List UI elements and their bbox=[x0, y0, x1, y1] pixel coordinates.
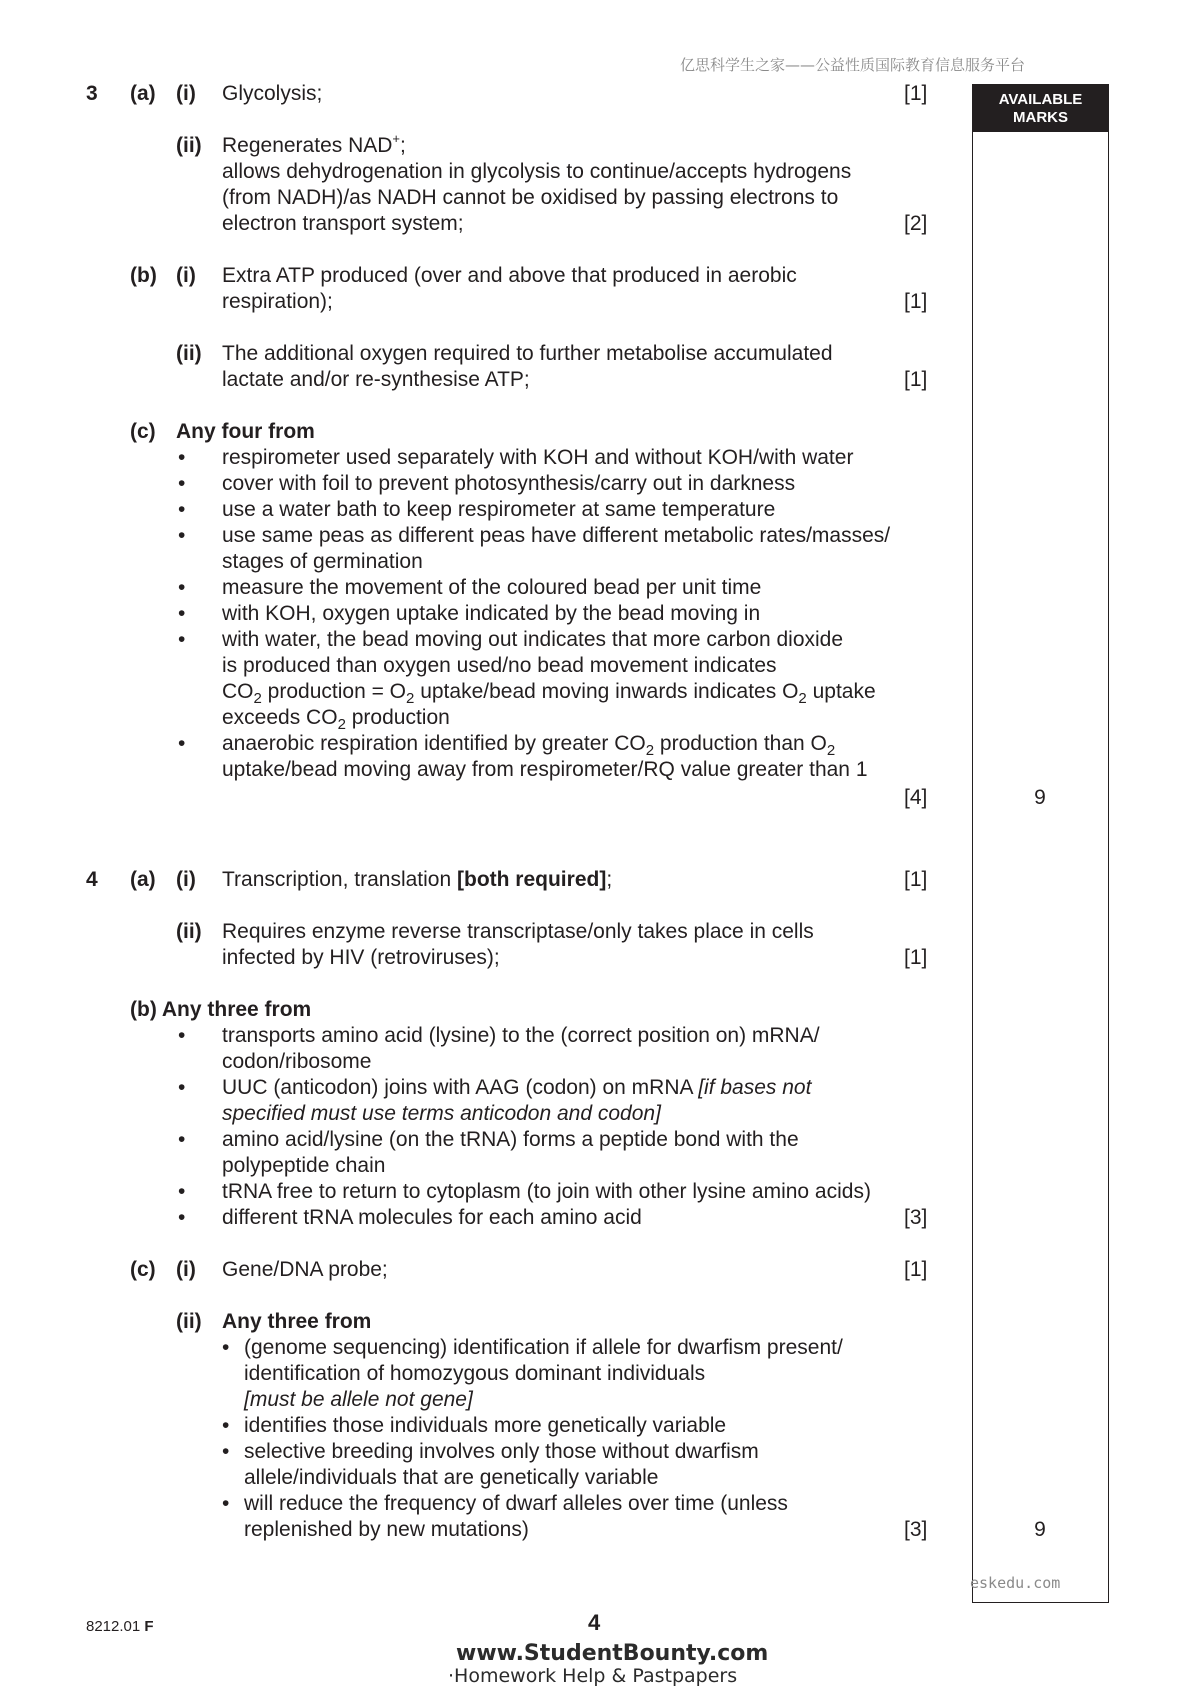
bullet-text: use a water bath to keep respirometer at same temperature bbox=[222, 498, 776, 521]
section-heading: Any four from bbox=[176, 420, 315, 443]
subpart-label: (i) bbox=[176, 868, 196, 891]
answer-text: Glycolysis; bbox=[222, 82, 323, 105]
bullet-text: cover with foil to prevent photosynthesis/carry out in darkness bbox=[222, 472, 796, 495]
watermark-header: 亿思科学生之家——公益性质国际教育信息服务平台 bbox=[680, 56, 1026, 74]
section-heading: (b) Any three from bbox=[130, 998, 312, 1021]
bullet-text: [must be allele not gene] bbox=[244, 1388, 473, 1411]
mark-allocation: [3] bbox=[904, 1206, 928, 1229]
bullet-text: different tRNA molecules for each amino acid bbox=[222, 1206, 642, 1229]
bullet-text: transports amino acid (lysine) to the (correct position on) mRNA/ bbox=[222, 1024, 820, 1047]
site-watermark: www.StudentBounty.com bbox=[456, 1641, 769, 1666]
bullet-text: with KOH, oxygen uptake indicated by the bead moving in bbox=[222, 602, 761, 625]
bullet-text: (genome sequencing) identification if allele for dwarfism present/ bbox=[244, 1336, 843, 1359]
bullet-text: $CO_2$ production = $O_2$ uptake/bead moving inwards indicates $O_2$ uptake bbox=[222, 680, 876, 707]
available-marks-header-line1: AVAILABLE bbox=[998, 91, 1083, 108]
answer-text: Requires enzyme reverse transcriptase/only takes place in cells bbox=[222, 920, 814, 943]
bullet: • bbox=[178, 446, 186, 469]
bullet: • bbox=[178, 602, 186, 625]
bullet-text: specified must use terms anticodon and codon] bbox=[222, 1102, 661, 1125]
available-marks-header bbox=[973, 85, 1108, 132]
mark-allocation: [1] bbox=[904, 868, 928, 891]
bullet: • bbox=[178, 576, 186, 599]
bullet-text: stages of germination bbox=[222, 550, 423, 573]
bullet-text: polypeptide chain bbox=[222, 1154, 386, 1177]
answer-text: The additional oxygen required to further metabolise accumulated bbox=[222, 342, 833, 365]
question-number: 3 bbox=[86, 82, 98, 105]
bullet-text: anaerobic respiration identified by greater $CO_2$ production than $O_2$ bbox=[222, 732, 836, 759]
question-total-marks: 9 bbox=[1034, 786, 1046, 809]
section-heading: Any three from bbox=[222, 1310, 372, 1333]
subpart-label: (i) bbox=[176, 264, 196, 287]
bullet: • bbox=[178, 1180, 186, 1203]
available-marks-header-line2: MARKS bbox=[1013, 109, 1068, 126]
bullet: • bbox=[178, 1206, 186, 1229]
mark-allocation: [1] bbox=[904, 290, 928, 313]
mark-allocation: [1] bbox=[904, 1258, 928, 1281]
answer-text: Transcription, translation [both required]; bbox=[222, 868, 613, 891]
bullet-text: selective breeding involves only those without dwarfism bbox=[244, 1440, 759, 1463]
available-marks-column bbox=[972, 84, 1109, 1603]
answer-text: infected by HIV (retroviruses); bbox=[222, 946, 500, 969]
answer-text: lactate and/or re-synthesise ATP; bbox=[222, 368, 530, 391]
answer-text: electron transport system; bbox=[222, 212, 464, 235]
bullet: • bbox=[178, 628, 186, 651]
page-number: 4 bbox=[588, 1610, 601, 1635]
bullet: • bbox=[178, 1024, 186, 1047]
bullet-text: identification of homozygous dominant individuals bbox=[244, 1362, 706, 1385]
bullet-text: allele/individuals that are genetically variable bbox=[244, 1466, 659, 1489]
answer-text: Gene/DNA probe; bbox=[222, 1258, 388, 1281]
bullet: • bbox=[178, 524, 186, 547]
subpart-label: (ii) bbox=[176, 134, 202, 157]
part-label: (a) bbox=[130, 82, 156, 105]
answer-text: (from NADH)/as NADH cannot be oxidised by passing electrons to bbox=[222, 186, 839, 209]
bullet-text: will reduce the frequency of dwarf alleles over time (unless bbox=[244, 1492, 788, 1515]
bullet-text: use same peas as different peas have different metabolic rates/masses/ bbox=[222, 524, 891, 547]
bullet: • bbox=[178, 472, 186, 495]
mark-allocation: [2] bbox=[904, 212, 928, 235]
bullet-text: codon/ribosome bbox=[222, 1050, 372, 1073]
bullet: • bbox=[178, 1128, 186, 1151]
bullet-text: replenished by new mutations) bbox=[244, 1518, 529, 1541]
bullet: • bbox=[178, 732, 186, 755]
bullet-text: with water, the bead moving out indicates that more carbon dioxide bbox=[222, 628, 844, 651]
bullet-text: respirometer used separately with KOH and without KOH/with water bbox=[222, 446, 854, 469]
mark-allocation: [4] bbox=[904, 786, 928, 809]
bullet-text: is produced than oxygen used/no bead movement indicates bbox=[222, 654, 777, 677]
bullet-text: amino acid/lysine (on the tRNA) forms a peptide bond with the bbox=[222, 1128, 799, 1151]
paper-code: 8212.01 F bbox=[86, 1618, 154, 1635]
part-label: (c) bbox=[130, 420, 156, 443]
answer-text: allows dehydrogenation in glycolysis to continue/accepts hydrogens bbox=[222, 160, 852, 183]
part-label: (b) bbox=[130, 264, 157, 287]
bullet: • bbox=[222, 1492, 230, 1515]
mark-allocation: [1] bbox=[904, 82, 928, 105]
bullet-text: exceeds $CO_2$ production bbox=[222, 706, 450, 733]
part-label: (a) bbox=[130, 868, 156, 891]
part-label: (c) bbox=[130, 1258, 156, 1281]
subpart-label: (ii) bbox=[176, 920, 202, 943]
bullet: • bbox=[222, 1414, 230, 1437]
subpart-label: (i) bbox=[176, 82, 196, 105]
answer-text: Regenerates NAD+; bbox=[222, 131, 406, 157]
mark-allocation: [1] bbox=[904, 946, 928, 969]
bullet: • bbox=[178, 1076, 186, 1099]
watermark-footer: eskedu.com bbox=[970, 1574, 1061, 1592]
subpart-label: (ii) bbox=[176, 1310, 202, 1333]
site-tagline: ·Homework Help & Pastpapers bbox=[448, 1665, 738, 1687]
bullet-text: tRNA free to return to cytoplasm (to join with other lysine amino acids) bbox=[222, 1180, 871, 1203]
bullet-text: uptake/bead moving away from respirometer/RQ value greater than 1 bbox=[222, 758, 868, 781]
bullet-text: identifies those individuals more genetically variable bbox=[244, 1414, 727, 1437]
subpart-label: (i) bbox=[176, 1258, 196, 1281]
subpart-label: (ii) bbox=[176, 342, 202, 365]
question-total-marks: 9 bbox=[1034, 1518, 1046, 1541]
answer-text: respiration); bbox=[222, 290, 333, 313]
bullet-text: UUC (anticodon) joins with AAG (codon) on mRNA [if bases not bbox=[222, 1076, 812, 1099]
question-number: 4 bbox=[86, 868, 98, 891]
bullet-text: measure the movement of the coloured bead per unit time bbox=[222, 576, 762, 599]
mark-allocation: [3] bbox=[904, 1518, 928, 1541]
bullet: • bbox=[222, 1440, 230, 1463]
bullet: • bbox=[222, 1336, 230, 1359]
answer-text: Extra ATP produced (over and above that produced in aerobic bbox=[222, 264, 797, 287]
mark-allocation: [1] bbox=[904, 368, 928, 391]
bullet: • bbox=[178, 498, 186, 521]
